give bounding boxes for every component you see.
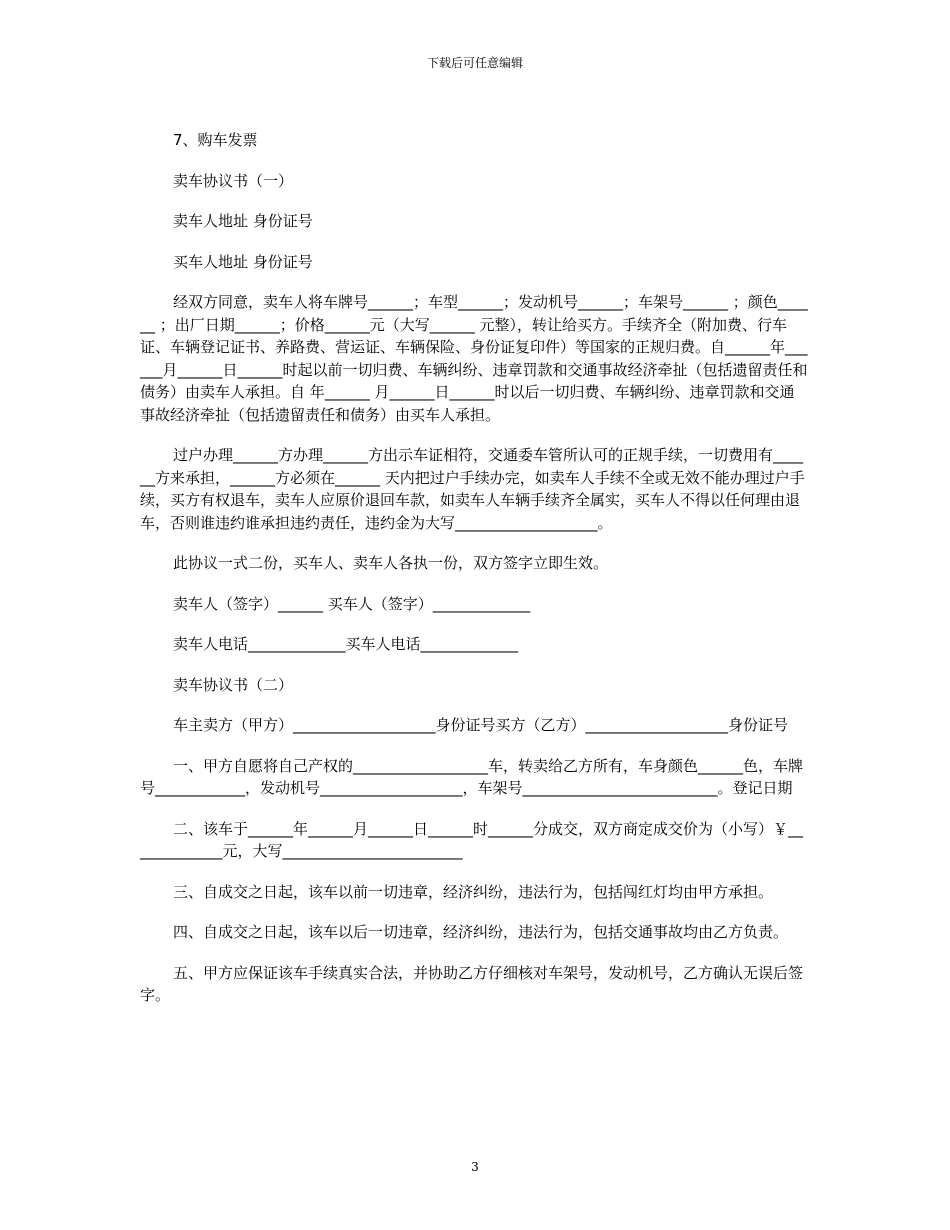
phone-line: 卖车人电话_____________买车人电话_____________ (173, 635, 519, 653)
seller-address-line: 卖车人地址 身份证号 (173, 212, 313, 230)
page-number: 3 (471, 1160, 479, 1174)
section-title-agreement-1: 卖车协议书（一） (173, 171, 294, 190)
copies-paragraph: 此协议一式二份，买车人、卖车人各执一份，双方签字立即生效。 (173, 554, 609, 572)
clause-4: 四、自成交之日起，该车以后一切违章，经济纠纷，违法行为，包括交通事故均由乙方负责。 (173, 923, 789, 941)
buyer-address-line: 买车人地址 身份证号 (173, 252, 313, 271)
page-header: 下载后可任意编辑 (426, 56, 523, 70)
parties-line: 车主卖方（甲方）___________________身份证号买方（乙方）___________________身份证号 (173, 716, 789, 734)
section-title-agreement-2: 卖车协议书（二） (173, 675, 294, 694)
transfer-procedure-paragraph: 过户办理______方办理______方出示车证相符，交通委车管所认可的正规手续，一切费用有______方来承担，______方必须在______ 天内把过户手续办完，如卖车人手续不全或无效不能办理过户手续，买方有权退车，卖车人应原价退回车款，如卖车人车辆手续齐全属实，买车人不得以任何理由退车，否则谁违约谁承担违约责任，违约金为大写___________________。 (140, 446, 805, 532)
clause-1: 一、甲方自愿将自己产权的__________________车，转卖给乙方所有，车身颜色______色，车牌号____________，发动机号___________________，车架号__________________________。登记日期 (140, 756, 804, 797)
agreement-terms-paragraph: 经双方同意，卖车人将车牌号______；车型______；发动机号______；车架号______ ；颜色______ ；出厂日期______；价格______元（大写______ 元整），转让给买方。手续齐全（附加费、行车证、车辆登记证书、养路费、营运证、车辆保险、身份证复印件）等国家的正规归费。自______年______月______日______时起以前一切归费、车辆纠纷、违章罚款和交通事故经济牵扯（包括遗留责任和债务）由卖车人承担。自 年______ 月______日______时以后一切归费、车辆纠纷、违章罚款和交通事故经济牵扯（包括遗留责任和债务）由买车人承担。 (140, 293, 808, 424)
signature-line: 卖车人（签字）______ 买车人（签字）_____________ (173, 594, 531, 613)
document-body (140, 129, 808, 1025)
clause-5: 五、甲方应保证该车手续真实合法，并协助乙方仔细核对车架号，发动机号，乙方确认无误后签字。 (140, 963, 804, 1004)
list-item-purchase-invoice: 7、购车发票 (173, 131, 258, 149)
clause-2: 二、该车于______年______月______日______时______分成交，双方商定成交价为（小写）￥_____________元，大写________________________ (140, 819, 804, 860)
clause-3: 三、自成交之日起，该车以前一切违章，经济纠纷，违法行为，包括闯红灯均由甲方承担。 (173, 882, 774, 901)
